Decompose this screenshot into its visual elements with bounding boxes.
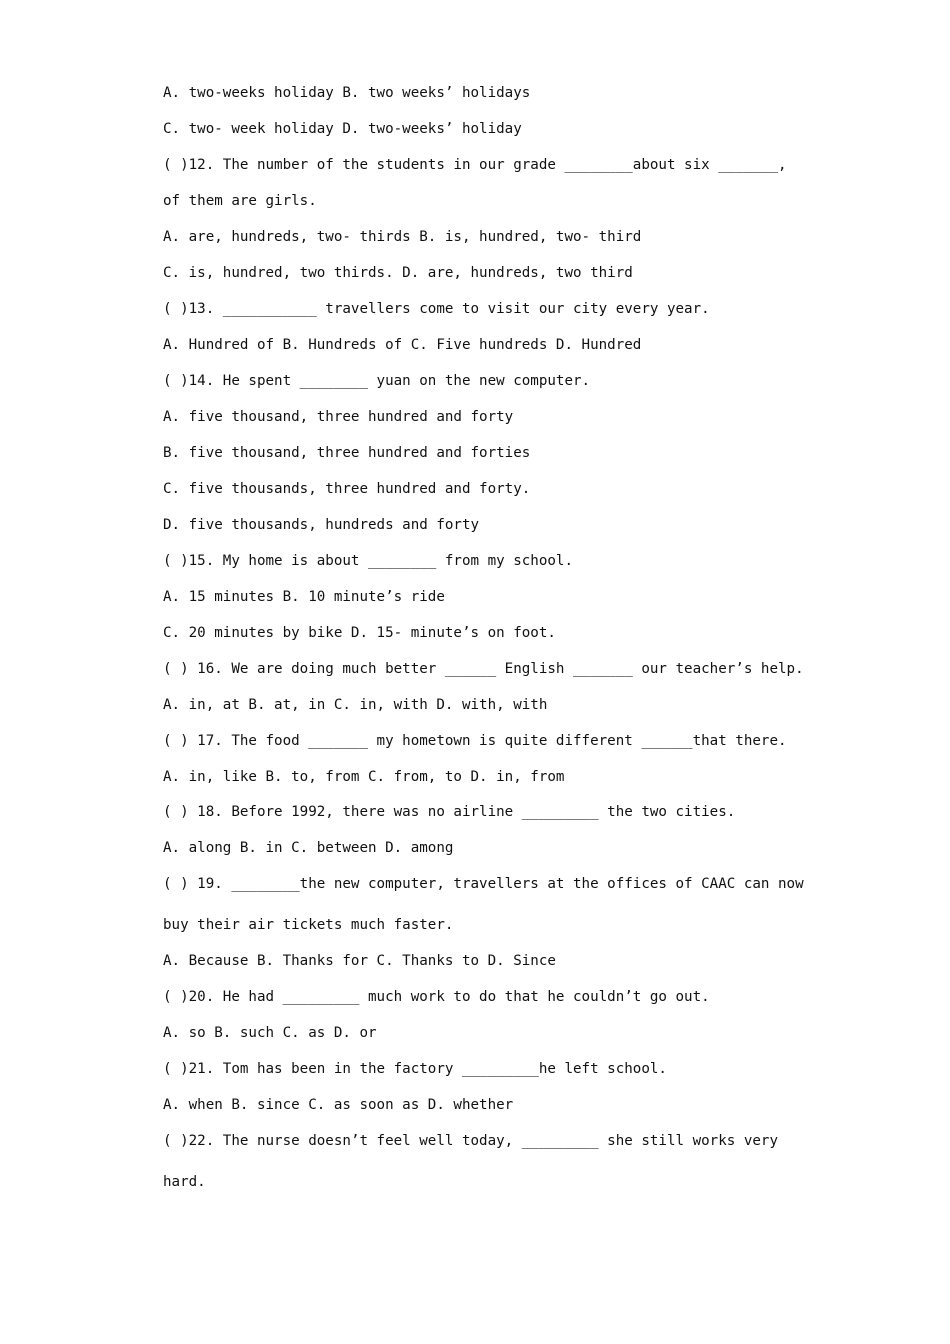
question-12: ( )12. The number of the students in our grade ________about six _______,: [163, 157, 787, 173]
text-line: C. two- week holiday D. two-weeks’ holiday: [163, 121, 522, 137]
text-line: A. in, at B. at, in C. in, with D. with, with: [163, 697, 548, 713]
text-line: A. 15 minutes B. 10 minute’s ride: [163, 589, 445, 605]
text-line: hard.: [163, 1174, 206, 1190]
text-line: A. along B. in C. between D. among: [163, 840, 454, 856]
text-line: A. so B. such C. as D. or: [163, 1025, 377, 1041]
question-21: ( )21. Tom has been in the factory _________he left school.: [163, 1061, 667, 1077]
text-line: A. two-weeks holiday B. two weeks’ holidays: [163, 85, 531, 101]
question-17: ( ) 17. The food _______ my hometown is quite different ______that there.: [163, 733, 787, 749]
question-20: ( )20. He had _________ much work to do that he couldn’t go out.: [163, 989, 710, 1005]
question-15: ( )15. My home is about ________ from my school.: [163, 553, 573, 569]
text-line: B. five thousand, three hundred and forties: [163, 445, 531, 461]
text-line: A. Because B. Thanks for C. Thanks to D. Since: [163, 953, 556, 969]
text-line: C. is, hundred, two thirds. D. are, hundreds, two third: [163, 265, 633, 281]
question-22: ( )22. The nurse doesn’t feel well today, _________ she still works very: [163, 1133, 778, 1149]
text-line: C. 20 minutes by bike D. 15- minute’s on foot.: [163, 625, 556, 641]
question-14: ( )14. He spent ________ yuan on the new computer.: [163, 373, 591, 389]
question-16: ( ) 16. We are doing much better ______ English _______ our teacher’s help.: [163, 661, 804, 677]
question-18: ( ) 18. Before 1992, there was no airline _________ the two cities.: [163, 804, 736, 820]
text-line: A. when B. since C. as soon as D. whether: [163, 1097, 514, 1113]
text-line: of them are girls.: [163, 193, 317, 209]
text-line: A. in, like B. to, from C. from, to D. in, from: [163, 769, 565, 785]
text-line: A. are, hundreds, two- thirds B. is, hundred, two- third: [163, 229, 642, 245]
question-19: ( ) 19. ________the new computer, travellers at the offices of CAAC can now: [163, 876, 804, 892]
text-line: buy their air tickets much faster.: [163, 917, 454, 933]
text-line: C. five thousands, three hundred and forty.: [163, 481, 531, 497]
question-13: ( )13. ___________ travellers come to visit our city every year.: [163, 301, 710, 317]
text-line: A. Hundred of B. Hundreds of C. Five hundreds D. Hundred: [163, 337, 642, 353]
text-line: D. five thousands, hundreds and forty: [163, 517, 480, 533]
text-line: A. five thousand, three hundred and forty: [163, 409, 514, 425]
